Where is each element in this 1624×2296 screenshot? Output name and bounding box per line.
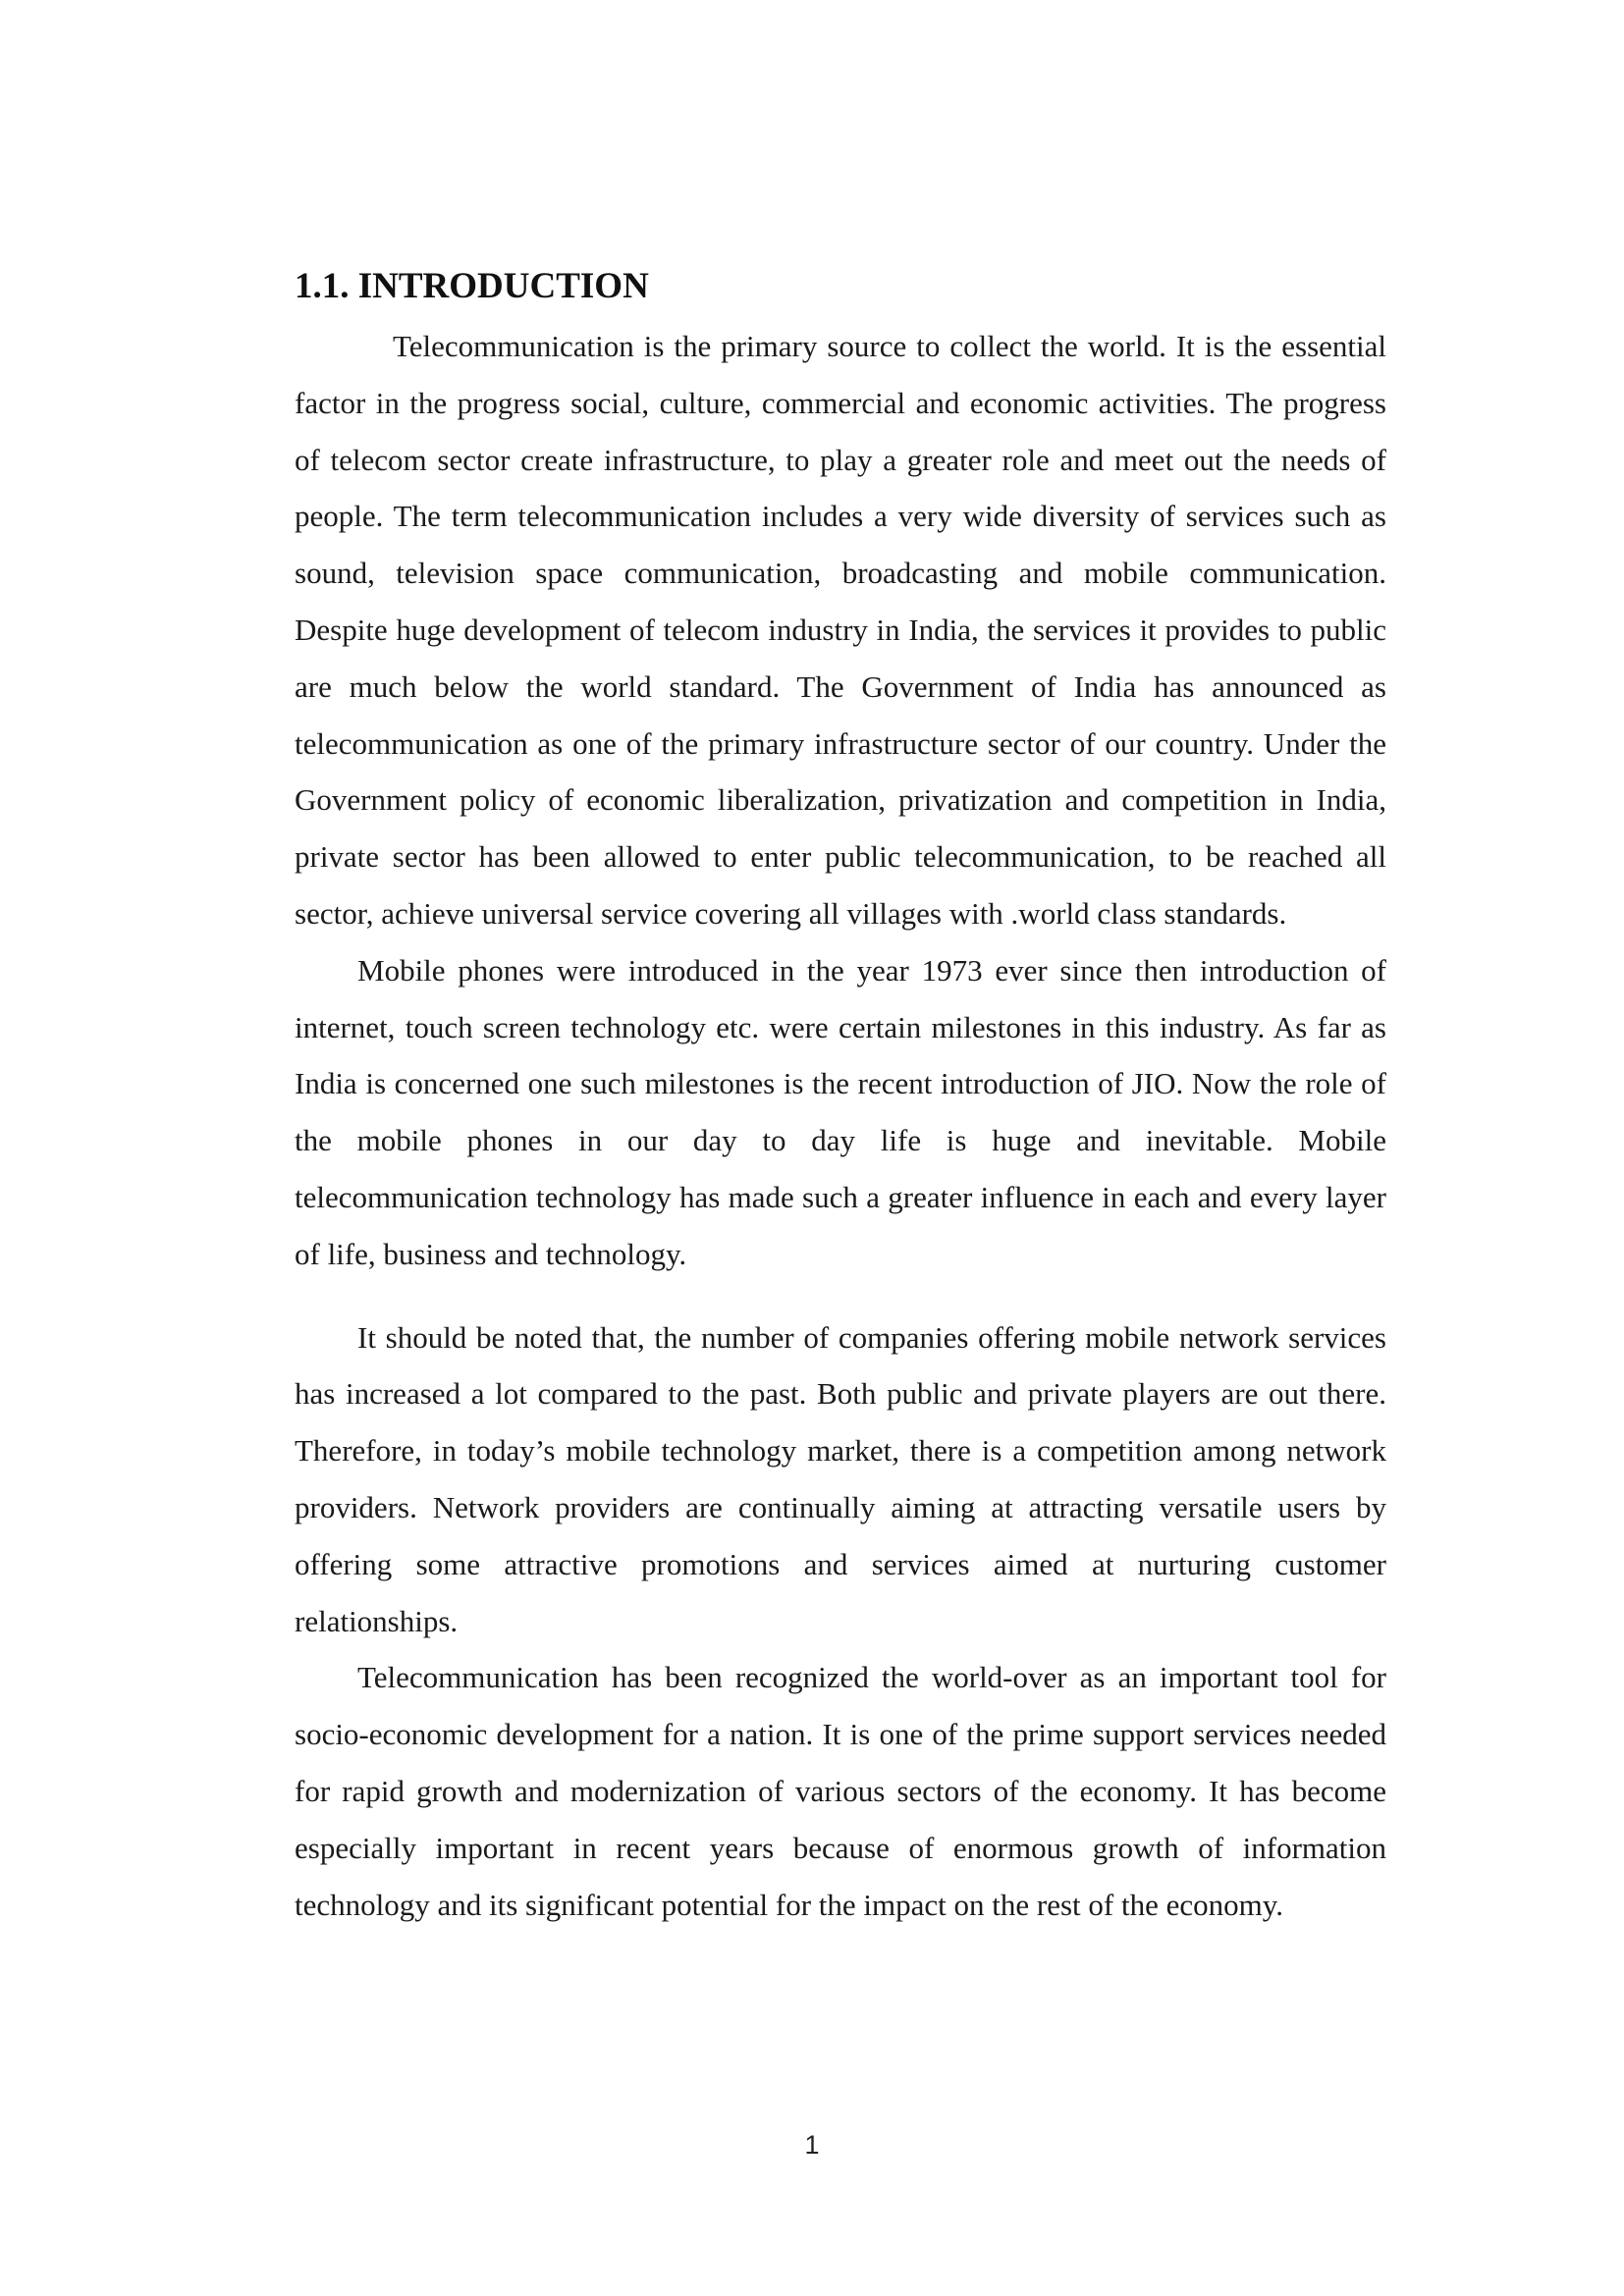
- paragraph-mobile-phones: Mobile phones were introduced in the year 1973 ever since then introduction of internet, touch screen technology etc. were certain milestones in this industry. As far as India is concerned one such milestones is the recent introduction of JIO. Now the role of the mobile phones in our day to day life is huge and inevitable. Mobile telecommunication technology has made such a greater influence in each and every layer of life, business and technology.: [295, 952, 1386, 1271]
- page-number: 1: [804, 2130, 820, 2160]
- paragraph-telecom-intro: Telecommunication is the primary source to collect the world. It is the essential factor in the progress social, culture, commercial and economic activities. The progress of telecom sector create infrastructure, to play a greater role and meet out the needs of people. The term telecommunication includes a very wide diversity of services such as sound, television space communication, broadcasting and mobile communication. Despite huge development of telecom industry in India, the services it provides to public are much below the world standard. The Government of India has announced as telecommunication as one of the primary infrastructure sector of our country. Under the Government policy of economic liberalization, privatization and competition in India, private sector has been allowed to enter public telecommunication, to be reached all sector, achieve universal service covering all villages with .world class standards.: [295, 329, 1386, 931]
- paragraph-network-providers: It should be noted that, the number of companies offering mobile network services has increased a lot compared to the past. Both public and private players are out there. Therefore, in today’s mobile technology market, there is a competition among network providers. Network providers are continually aiming at attracting versatile users by offering some attractive promotions and services aimed at nurturing customer relationships.: [295, 1319, 1386, 1638]
- paragraph-socio-economic: Telecommunication has been recognized the world-over as an important tool for socio-economic development for a nation. It is one of the prime support services needed for rapid growth and modernization of various sectors of the economy. It has become especially important in recent years because of enormous growth of information technology and its significant potential for the impact on the rest of the economy.: [295, 1660, 1386, 1922]
- page-body: [295, 261, 1386, 1933]
- section-heading: 1.1. INTRODUCTION: [295, 266, 649, 306]
